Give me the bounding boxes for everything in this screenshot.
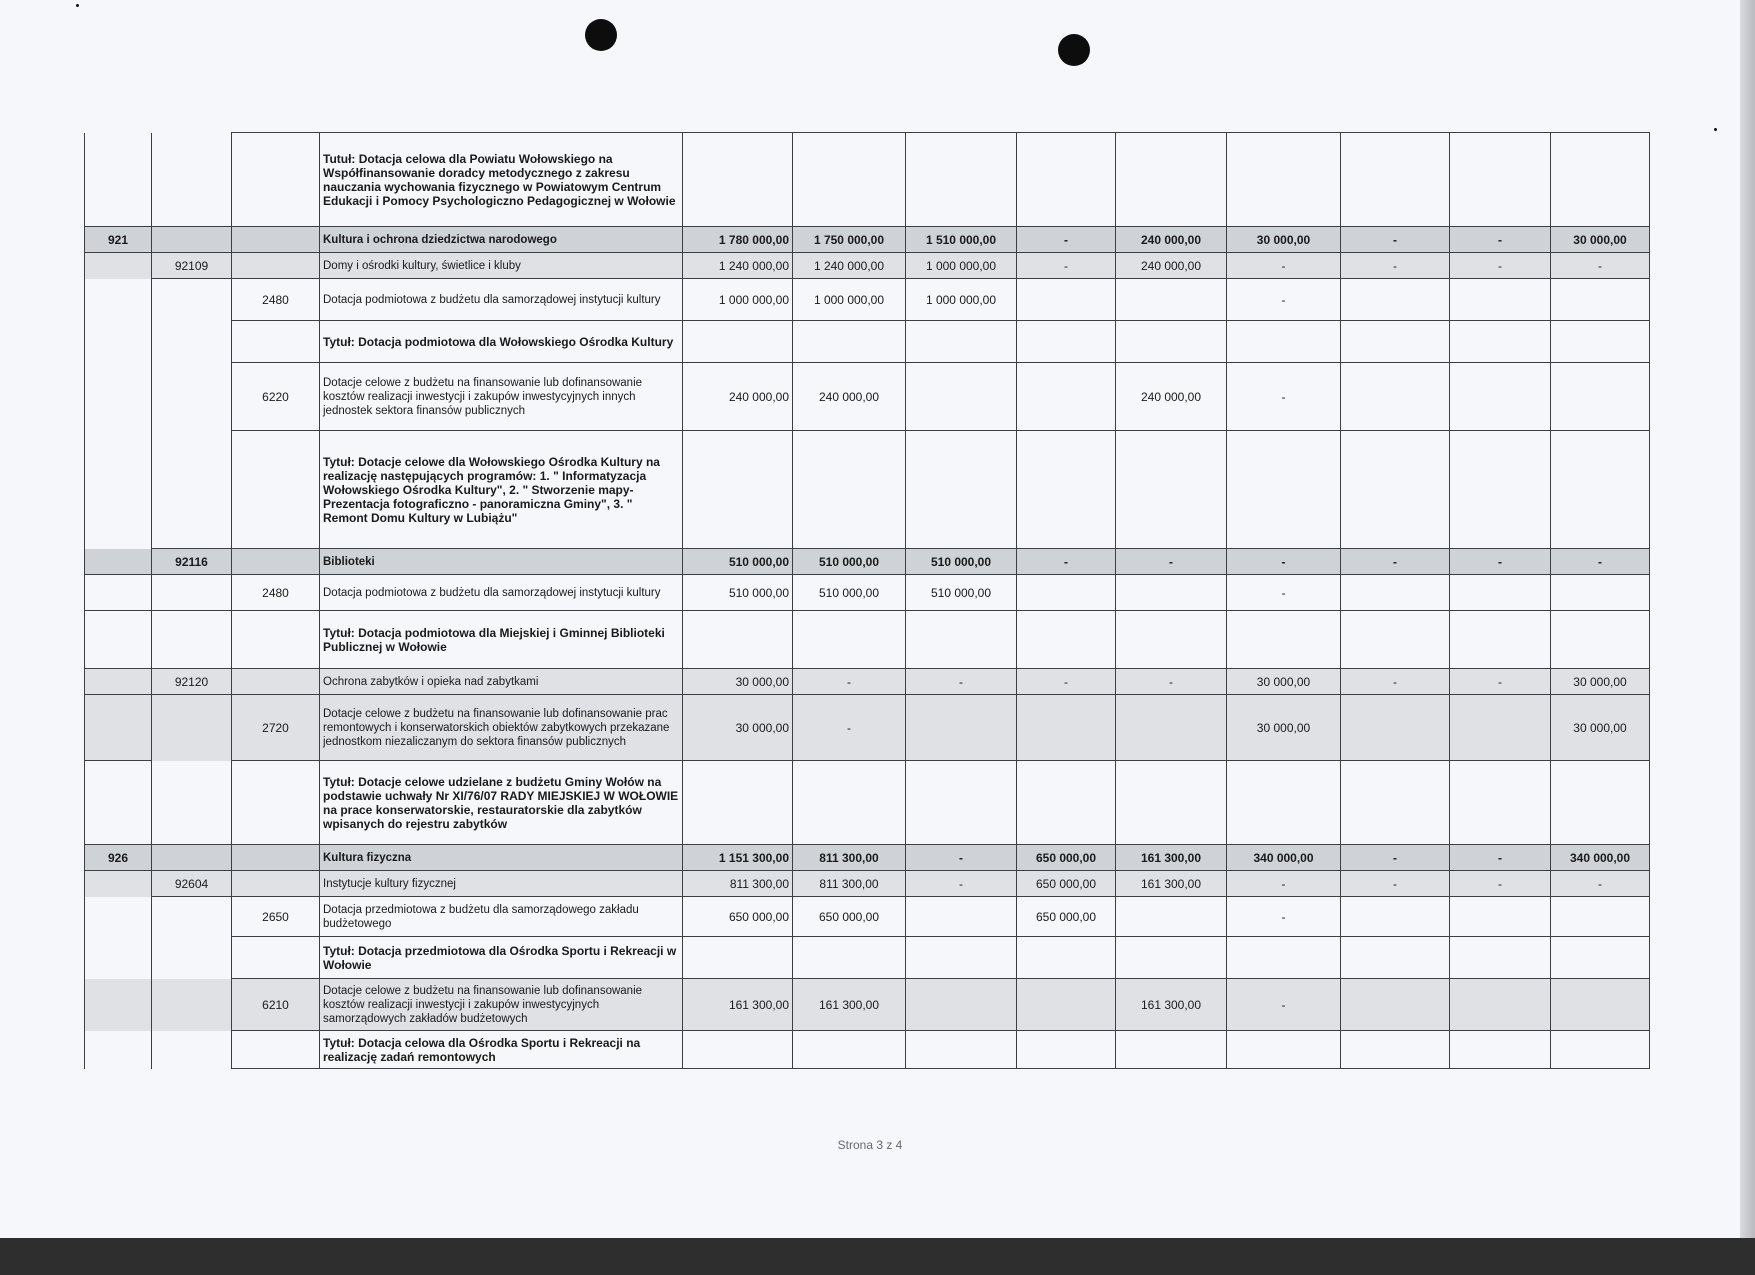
rozdzial-cell: 92116 bbox=[152, 549, 232, 575]
dzial-cell bbox=[85, 253, 152, 279]
name-cell: Tytuł: Dotacje celowe dla Wołowskiego Ośrodka Kultury na realizację następujących programów: 1. " Informatyzacja Wołowskiego Ośrodka Kultury", 2. " Stworzenie mapy- Prezentacja fotograficzno - panoramiczna Gminy", 3. " Remont Domu Kultury w Lubiążu" bbox=[320, 431, 683, 549]
amount-cell: - bbox=[906, 845, 1017, 871]
amount-cell bbox=[906, 937, 1017, 979]
amount-cell bbox=[683, 321, 793, 363]
amount-cell bbox=[906, 897, 1017, 937]
punch-hole bbox=[585, 19, 617, 51]
rozdzial-cell bbox=[152, 845, 232, 871]
amount-cell bbox=[1450, 979, 1551, 1031]
amount-cell: - bbox=[1341, 669, 1450, 695]
rozdzial-cell bbox=[152, 321, 232, 363]
amount-cell: - bbox=[1227, 549, 1341, 575]
amount-cell: 1 240 000,00 bbox=[683, 253, 793, 279]
paragraf-cell bbox=[232, 431, 320, 549]
amount-cell bbox=[1551, 937, 1650, 979]
amount-cell bbox=[906, 321, 1017, 363]
amount-cell bbox=[1116, 575, 1227, 611]
amount-cell bbox=[793, 611, 906, 669]
paragraf-cell: 2720 bbox=[232, 695, 320, 761]
amount-cell: 30 000,00 bbox=[1551, 227, 1650, 253]
name-cell: Tytuł: Dotacja podmiotowa dla Wołowskiego Ośrodka Kultury bbox=[320, 321, 683, 363]
amount-cell bbox=[1341, 979, 1450, 1031]
paragraf-cell bbox=[232, 845, 320, 871]
amount-cell bbox=[793, 431, 906, 549]
paragraf-cell: 2650 bbox=[232, 897, 320, 937]
amount-cell: - bbox=[1551, 549, 1650, 575]
dzial-cell bbox=[85, 669, 152, 695]
name-cell: Instytucje kultury fizycznej bbox=[320, 871, 683, 897]
amount-cell bbox=[1227, 133, 1341, 227]
amount-cell bbox=[1017, 279, 1116, 321]
amount-cell bbox=[683, 937, 793, 979]
dzial-cell bbox=[85, 1031, 152, 1069]
amount-cell bbox=[1116, 279, 1227, 321]
amount-cell bbox=[1116, 611, 1227, 669]
table-row bbox=[85, 279, 1650, 321]
punch-hole bbox=[1058, 34, 1090, 66]
table-row bbox=[85, 669, 1650, 695]
name-cell: Tytuł: Dotacja celowa dla Ośrodka Sportu i Rekreacji na realizację zadań remontowych bbox=[320, 1031, 683, 1069]
amount-cell bbox=[1551, 363, 1650, 431]
amount-cell bbox=[1017, 979, 1116, 1031]
table-row bbox=[85, 845, 1650, 871]
amount-cell bbox=[1551, 1031, 1650, 1069]
amount-cell bbox=[1450, 897, 1551, 937]
amount-cell: 240 000,00 bbox=[1116, 253, 1227, 279]
amount-cell bbox=[906, 363, 1017, 431]
table-row bbox=[85, 1031, 1650, 1069]
amount-cell bbox=[1017, 321, 1116, 363]
scan-speck bbox=[1714, 128, 1717, 131]
amount-cell: 30 000,00 bbox=[1227, 227, 1341, 253]
amount-cell: - bbox=[906, 669, 1017, 695]
paragraf-cell bbox=[232, 871, 320, 897]
amount-cell bbox=[1450, 321, 1551, 363]
amount-cell bbox=[793, 761, 906, 845]
amount-cell bbox=[1227, 937, 1341, 979]
table-row bbox=[85, 937, 1650, 979]
amount-cell: 161 300,00 bbox=[1116, 871, 1227, 897]
amount-cell: - bbox=[1017, 669, 1116, 695]
amount-cell: - bbox=[906, 871, 1017, 897]
amount-cell bbox=[793, 321, 906, 363]
amount-cell: - bbox=[1450, 871, 1551, 897]
dzial-cell bbox=[85, 575, 152, 611]
amount-cell bbox=[906, 611, 1017, 669]
dzial-cell bbox=[85, 133, 152, 227]
amount-cell bbox=[1116, 937, 1227, 979]
amount-cell bbox=[1450, 363, 1551, 431]
amount-cell: - bbox=[1017, 549, 1116, 575]
amount-cell: 161 300,00 bbox=[1116, 979, 1227, 1031]
amount-cell: 650 000,00 bbox=[1017, 871, 1116, 897]
amount-cell: - bbox=[1227, 575, 1341, 611]
amount-cell bbox=[1017, 611, 1116, 669]
amount-cell: 811 300,00 bbox=[793, 845, 906, 871]
amount-cell bbox=[906, 133, 1017, 227]
amount-cell bbox=[1341, 279, 1450, 321]
amount-cell: 340 000,00 bbox=[1227, 845, 1341, 871]
amount-cell bbox=[1551, 321, 1650, 363]
amount-cell: - bbox=[1227, 897, 1341, 937]
amount-cell bbox=[1017, 1031, 1116, 1069]
amount-cell bbox=[683, 133, 793, 227]
amount-cell: 650 000,00 bbox=[793, 897, 906, 937]
dzial-cell bbox=[85, 321, 152, 363]
amount-cell bbox=[1116, 1031, 1227, 1069]
table-row bbox=[85, 871, 1650, 897]
amount-cell: 240 000,00 bbox=[793, 363, 906, 431]
amount-cell: 340 000,00 bbox=[1551, 845, 1650, 871]
amount-cell bbox=[1341, 321, 1450, 363]
dzial-cell bbox=[85, 695, 152, 761]
paragraf-cell bbox=[232, 253, 320, 279]
name-cell: Dotacje celowe z budżetu na finansowanie lub dofinansowanie prac remontowych i konserwatorskich obiektów zabytkowych przekazane jednostkom niezaliczanym do sektora finansów publicznych bbox=[320, 695, 683, 761]
dzial-cell: 921 bbox=[85, 227, 152, 253]
amount-cell: - bbox=[1227, 871, 1341, 897]
amount-cell: 30 000,00 bbox=[683, 669, 793, 695]
name-cell: Dotacja przedmiotowa z budżetu dla samorządowego zakładu budżetowego bbox=[320, 897, 683, 937]
amount-cell bbox=[793, 937, 906, 979]
name-cell: Ochrona zabytków i opieka nad zabytkami bbox=[320, 669, 683, 695]
amount-cell: 650 000,00 bbox=[1017, 845, 1116, 871]
rozdzial-cell: 92120 bbox=[152, 669, 232, 695]
name-cell: Biblioteki bbox=[320, 549, 683, 575]
table-row bbox=[85, 897, 1650, 937]
amount-cell: - bbox=[1551, 253, 1650, 279]
rozdzial-cell bbox=[152, 1031, 232, 1069]
scan-speck bbox=[76, 4, 79, 7]
name-cell: Dotacje celowe z budżetu na finansowanie lub dofinansowanie kosztów realizacji inwestycji i zakupów inwestycyjnych innych jednostek sektora finansów publicznych bbox=[320, 363, 683, 431]
amount-cell: - bbox=[1450, 845, 1551, 871]
paragraf-cell bbox=[232, 669, 320, 695]
amount-cell: 30 000,00 bbox=[1551, 695, 1650, 761]
paragraf-cell bbox=[232, 549, 320, 575]
rozdzial-cell bbox=[152, 695, 232, 761]
amount-cell: 30 000,00 bbox=[683, 695, 793, 761]
amount-cell bbox=[906, 1031, 1017, 1069]
amount-cell: 811 300,00 bbox=[683, 871, 793, 897]
dzial-cell bbox=[85, 279, 152, 321]
rozdzial-cell bbox=[152, 363, 232, 431]
amount-cell: - bbox=[1341, 871, 1450, 897]
rozdzial-cell bbox=[152, 761, 232, 845]
rozdzial-cell bbox=[152, 897, 232, 937]
amount-cell bbox=[1341, 897, 1450, 937]
amount-cell bbox=[1450, 761, 1551, 845]
amount-cell bbox=[1551, 761, 1650, 845]
amount-cell: - bbox=[1116, 669, 1227, 695]
amount-cell: - bbox=[1227, 979, 1341, 1031]
dzial-cell bbox=[85, 363, 152, 431]
amount-cell bbox=[1341, 575, 1450, 611]
table-row bbox=[85, 133, 1650, 227]
rozdzial-cell bbox=[152, 979, 232, 1031]
amount-cell bbox=[1341, 1031, 1450, 1069]
amount-cell bbox=[1116, 133, 1227, 227]
amount-cell bbox=[1017, 937, 1116, 979]
name-cell: Tutuł: Dotacja celowa dla Powiatu Wołowskiego na Współfinansowanie doradcy metodycznego z zakresu nauczania wychowania fizycznego w Powiatowym Centrum Edukacji i Pomocy Psychologiczno Pedagogicznej w Wołowie bbox=[320, 133, 683, 227]
amount-cell bbox=[1450, 695, 1551, 761]
rozdzial-cell bbox=[152, 279, 232, 321]
dzial-cell bbox=[85, 871, 152, 897]
amount-cell bbox=[1017, 363, 1116, 431]
dzial-cell bbox=[85, 979, 152, 1031]
amount-cell: 510 000,00 bbox=[793, 575, 906, 611]
amount-cell bbox=[1450, 133, 1551, 227]
amount-cell: 510 000,00 bbox=[683, 575, 793, 611]
amount-cell bbox=[1341, 695, 1450, 761]
dzial-cell bbox=[85, 549, 152, 575]
table-body bbox=[85, 133, 1650, 1069]
amount-cell bbox=[1450, 279, 1551, 321]
amount-cell bbox=[906, 431, 1017, 549]
amount-cell bbox=[1017, 761, 1116, 845]
amount-cell bbox=[1017, 695, 1116, 761]
rozdzial-cell bbox=[152, 611, 232, 669]
amount-cell bbox=[1017, 431, 1116, 549]
rozdzial-cell bbox=[152, 937, 232, 979]
rozdzial-cell: 92604 bbox=[152, 871, 232, 897]
name-cell: Kultura fizyczna bbox=[320, 845, 683, 871]
amount-cell: 1 000 000,00 bbox=[906, 279, 1017, 321]
amount-cell: - bbox=[1450, 253, 1551, 279]
dzial-cell bbox=[85, 937, 152, 979]
amount-cell: 811 300,00 bbox=[793, 871, 906, 897]
amount-cell: 650 000,00 bbox=[683, 897, 793, 937]
dzial-cell bbox=[85, 431, 152, 549]
table-row bbox=[85, 431, 1650, 549]
amount-cell bbox=[1341, 611, 1450, 669]
table-row bbox=[85, 549, 1650, 575]
amount-cell: - bbox=[1450, 549, 1551, 575]
amount-cell: 240 000,00 bbox=[683, 363, 793, 431]
amount-cell: 30 000,00 bbox=[1227, 669, 1341, 695]
paragraf-cell bbox=[232, 937, 320, 979]
amount-cell bbox=[1450, 1031, 1551, 1069]
rozdzial-cell bbox=[152, 133, 232, 227]
amount-cell: - bbox=[1341, 845, 1450, 871]
amount-cell bbox=[793, 1031, 906, 1069]
amount-cell bbox=[1116, 431, 1227, 549]
amount-cell: - bbox=[793, 669, 906, 695]
amount-cell bbox=[1450, 611, 1551, 669]
name-cell: Tytuł: Dotacja podmiotowa dla Miejskiej i Gminnej Biblioteki Publicznej w Wołowie bbox=[320, 611, 683, 669]
page-footer: Strona 3 z 4 bbox=[837, 1138, 903, 1152]
amount-cell: - bbox=[1227, 279, 1341, 321]
dzial-cell bbox=[85, 761, 152, 845]
table-row bbox=[85, 979, 1650, 1031]
amount-cell bbox=[1450, 575, 1551, 611]
amount-cell bbox=[793, 133, 906, 227]
name-cell: Tytuł: Dotacja przedmiotowa dla Ośrodka Sportu i Rekreacji w Wołowie bbox=[320, 937, 683, 979]
amount-cell bbox=[1116, 761, 1227, 845]
paragraf-cell bbox=[232, 1031, 320, 1069]
amount-cell bbox=[906, 695, 1017, 761]
name-cell: Tytuł: Dotacje celowe udzielane z budżetu Gminy Wołów na podstawie uchwały Nr XI/76/07 RADY MIEJSKIEJ W WOŁOWIE na prace konserwatorskie, restauratorskie dla zabytków wpisanych do rejestru zabytków bbox=[320, 761, 683, 845]
amount-cell: 161 300,00 bbox=[793, 979, 906, 1031]
amount-cell bbox=[1227, 431, 1341, 549]
amount-cell: 510 000,00 bbox=[683, 549, 793, 575]
budget-table bbox=[84, 132, 1650, 1069]
amount-cell: - bbox=[1227, 363, 1341, 431]
amount-cell bbox=[683, 431, 793, 549]
scanner-edge bbox=[1740, 0, 1755, 1238]
amount-cell: 30 000,00 bbox=[1551, 669, 1650, 695]
amount-cell: - bbox=[1450, 227, 1551, 253]
rozdzial-cell bbox=[152, 575, 232, 611]
amount-cell: 1 000 000,00 bbox=[683, 279, 793, 321]
dzial-cell bbox=[85, 611, 152, 669]
amount-cell bbox=[1017, 133, 1116, 227]
amount-cell: 510 000,00 bbox=[793, 549, 906, 575]
amount-cell bbox=[1551, 897, 1650, 937]
paragraf-cell bbox=[232, 227, 320, 253]
amount-cell: 1 000 000,00 bbox=[906, 253, 1017, 279]
table-row bbox=[85, 761, 1650, 845]
table-row bbox=[85, 611, 1650, 669]
amount-cell bbox=[1551, 431, 1650, 549]
amount-cell: 1 151 300,00 bbox=[683, 845, 793, 871]
name-cell: Dotacje celowe z budżetu na finansowanie lub dofinansowanie kosztów realizacji inwestycji i zakupów inwestycyjnych samorządowych zakładów budżetowych bbox=[320, 979, 683, 1031]
amount-cell bbox=[1551, 575, 1650, 611]
amount-cell: 1 000 000,00 bbox=[793, 279, 906, 321]
amount-cell bbox=[1227, 611, 1341, 669]
amount-cell bbox=[1341, 133, 1450, 227]
amount-cell: - bbox=[1017, 227, 1116, 253]
amount-cell bbox=[1116, 321, 1227, 363]
rozdzial-cell bbox=[152, 227, 232, 253]
table-row bbox=[85, 227, 1650, 253]
table-row bbox=[85, 695, 1650, 761]
name-cell: Dotacja podmiotowa z budżetu dla samorządowej instytucji kultury bbox=[320, 279, 683, 321]
amount-cell: 240 000,00 bbox=[1116, 363, 1227, 431]
name-cell: Kultura i ochrona dziedzictwa narodowego bbox=[320, 227, 683, 253]
paragraf-cell: 6220 bbox=[232, 363, 320, 431]
paragraf-cell bbox=[232, 761, 320, 845]
dzial-cell: 926 bbox=[85, 845, 152, 871]
amount-cell bbox=[1450, 431, 1551, 549]
amount-cell bbox=[1551, 279, 1650, 321]
dzial-cell bbox=[85, 897, 152, 937]
amount-cell bbox=[1227, 761, 1341, 845]
amount-cell bbox=[1341, 363, 1450, 431]
amount-cell: 510 000,00 bbox=[906, 549, 1017, 575]
name-cell: Domy i ośrodki kultury, świetlice i kluby bbox=[320, 253, 683, 279]
amount-cell bbox=[1341, 937, 1450, 979]
amount-cell: 1 510 000,00 bbox=[906, 227, 1017, 253]
amount-cell: - bbox=[1551, 871, 1650, 897]
amount-cell bbox=[1341, 431, 1450, 549]
table-row bbox=[85, 321, 1650, 363]
paragraf-cell: 2480 bbox=[232, 279, 320, 321]
amount-cell bbox=[1551, 979, 1650, 1031]
amount-cell bbox=[683, 1031, 793, 1069]
paragraf-cell: 2480 bbox=[232, 575, 320, 611]
amount-cell bbox=[1017, 575, 1116, 611]
amount-cell: 161 300,00 bbox=[1116, 845, 1227, 871]
paragraf-cell bbox=[232, 611, 320, 669]
amount-cell: - bbox=[1341, 549, 1450, 575]
amount-cell: 1 750 000,00 bbox=[793, 227, 906, 253]
rozdzial-cell: 92109 bbox=[152, 253, 232, 279]
amount-cell: 1 240 000,00 bbox=[793, 253, 906, 279]
amount-cell: 161 300,00 bbox=[683, 979, 793, 1031]
table-row bbox=[85, 363, 1650, 431]
amount-cell bbox=[906, 979, 1017, 1031]
amount-cell: 650 000,00 bbox=[1017, 897, 1116, 937]
paragraf-cell: 6210 bbox=[232, 979, 320, 1031]
amount-cell bbox=[1551, 611, 1650, 669]
amount-cell: 240 000,00 bbox=[1116, 227, 1227, 253]
amount-cell bbox=[683, 761, 793, 845]
amount-cell: - bbox=[1341, 253, 1450, 279]
paragraf-cell bbox=[232, 321, 320, 363]
table-row bbox=[85, 253, 1650, 279]
amount-cell: - bbox=[793, 695, 906, 761]
paragraf-cell bbox=[232, 133, 320, 227]
name-cell: Dotacja podmiotowa z budżetu dla samorządowej instytucji kultury bbox=[320, 575, 683, 611]
amount-cell bbox=[1227, 1031, 1341, 1069]
amount-cell bbox=[1551, 133, 1650, 227]
amount-cell: - bbox=[1017, 253, 1116, 279]
amount-cell bbox=[906, 761, 1017, 845]
amount-cell bbox=[1116, 695, 1227, 761]
amount-cell: 510 000,00 bbox=[906, 575, 1017, 611]
amount-cell: 1 780 000,00 bbox=[683, 227, 793, 253]
amount-cell bbox=[683, 611, 793, 669]
table-row bbox=[85, 575, 1650, 611]
amount-cell: - bbox=[1227, 253, 1341, 279]
amount-cell: - bbox=[1116, 549, 1227, 575]
rozdzial-cell bbox=[152, 431, 232, 549]
amount-cell bbox=[1116, 897, 1227, 937]
amount-cell: - bbox=[1450, 669, 1551, 695]
amount-cell: 30 000,00 bbox=[1227, 695, 1341, 761]
amount-cell: - bbox=[1341, 227, 1450, 253]
amount-cell bbox=[1341, 761, 1450, 845]
amount-cell bbox=[1450, 937, 1551, 979]
amount-cell bbox=[1227, 321, 1341, 363]
